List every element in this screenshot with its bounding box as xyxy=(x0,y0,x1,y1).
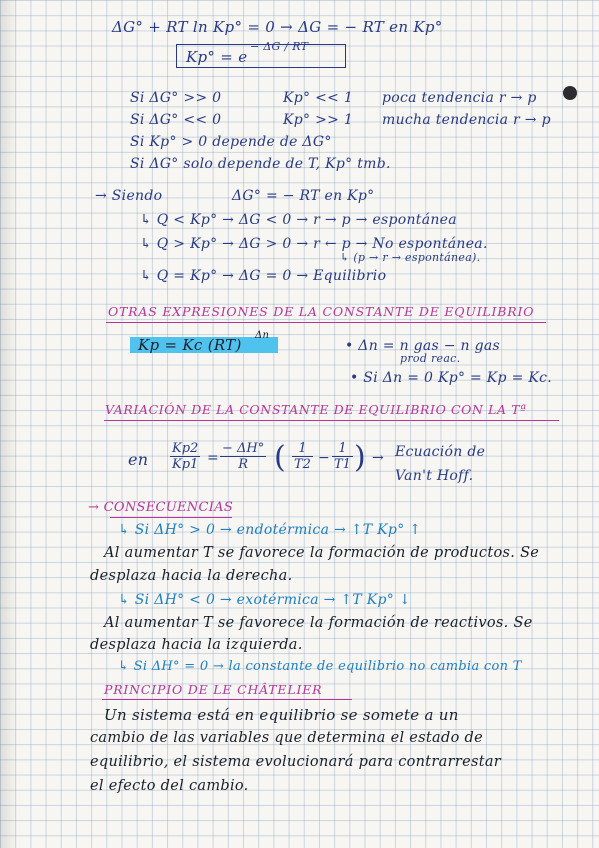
fraction-t1: T1 xyxy=(334,457,351,472)
case-endothermic: ↳ Si ΔH° > 0 → endotérmica → ↑T Kp° ↑ xyxy=(118,522,422,538)
vant-hoff-left-paren: ( xyxy=(274,440,287,475)
fraction-1-t1 xyxy=(332,441,353,472)
case-dg-temperature: Si ΔG° solo depende de T, Kp° tmb. xyxy=(130,156,391,172)
case-dg-negative-note: mucha tendencia r → p xyxy=(382,112,551,128)
heading-le-chatelier: PRINCIPIO DE LE CHÂTELIER xyxy=(104,682,323,697)
vant-hoff-minus: − xyxy=(318,450,331,466)
le-chatelier-1: Un sistema está en equilibrio se somete a un xyxy=(104,706,459,724)
q-greater-kp: ↳ Q > Kp° → ΔG > 0 → r ← p → No espontánea. xyxy=(140,236,488,252)
page-shadow-edge xyxy=(0,0,18,848)
heading-variation-underline xyxy=(104,420,559,421)
delta-n-zero: • Si Δn = 0 Kp° = Kp = Kc. xyxy=(350,370,552,386)
delta-n-definition: • Δn = n gas − n gas xyxy=(345,338,501,354)
heading-other-expressions: OTRAS EXPRESIONES DE LA CONSTANTE DE EQUILIBRIO xyxy=(108,304,535,319)
vant-hoff-name-2: Van't Hoff. xyxy=(395,468,474,484)
siendo-label: → Siendo xyxy=(95,188,163,204)
ink-blot xyxy=(563,86,577,100)
endothermic-explanation-1: Al aumentar T se favorece la formación de productos. Se xyxy=(104,545,540,561)
heading-consecuencias: → CONSECUENCIAS xyxy=(88,500,234,515)
fraction-dh-r xyxy=(220,441,266,472)
le-chatelier-3: equilibrio, el sistema evolucionará para contrarrestar xyxy=(90,754,501,770)
fraction-kp2-kp1 xyxy=(170,441,200,472)
case-dg-positive-note: poca tendencia r → p xyxy=(382,90,537,106)
fraction-kp1: Kp1 xyxy=(172,457,199,472)
heading-le-chatelier-underline xyxy=(102,699,352,700)
le-chatelier-4: el efecto del cambio. xyxy=(90,778,249,794)
vant-hoff-right-paren: ) xyxy=(354,440,367,475)
case-dg-negative-kp: Kp° >> 1 xyxy=(283,112,354,128)
siendo-equation: ΔG° = − RT en Kp° xyxy=(232,188,375,204)
q-equal-kp: ↳ Q = Kp° → ΔG = 0 → Equilibrio xyxy=(140,268,387,284)
fraction-kp2: Kp2 xyxy=(172,441,199,456)
heading-consecuencias-underline xyxy=(110,517,232,518)
fraction-t2: T2 xyxy=(294,457,311,472)
fraction-dh: − ΔH° xyxy=(222,441,265,456)
kp-formula-exponent: − ΔG / RT xyxy=(250,40,309,53)
vant-hoff-name-1: Ecuación de xyxy=(395,444,486,460)
endothermic-explanation-2: desplaza hacia la derecha. xyxy=(90,568,293,584)
case-dg-negative: Si ΔG° << 0 xyxy=(130,112,222,128)
case-kp-depends: Si Kp° > 0 depende de ΔG° xyxy=(130,134,332,150)
case-dg-positive: Si ΔG° >> 0 xyxy=(130,90,222,106)
vant-hoff-ln: en xyxy=(128,450,149,469)
exothermic-explanation-2: desplaza hacia la izquierda. xyxy=(90,637,303,653)
gibbs-equation: ΔG° + RT ln Kp° = 0 → ΔG = − RT en Kp° xyxy=(112,18,443,36)
kp-formula: Kp° = e xyxy=(186,48,248,66)
fraction-r: R xyxy=(238,457,249,472)
q-less-kp: ↳ Q < Kp° → ΔG < 0 → r → p → espontánea xyxy=(140,212,457,228)
fraction-1-t1-num: 1 xyxy=(332,441,353,457)
exothermic-explanation-1: Al aumentar T se favorece la formación de reactivos. Se xyxy=(104,615,533,631)
case-dg-positive-kp: Kp° << 1 xyxy=(283,90,354,106)
case-exothermic: ↳ Si ΔH° < 0 → exotérmica → ↑T Kp° ↓ xyxy=(118,592,411,608)
fraction-1-t2-num: 1 xyxy=(292,441,313,457)
le-chatelier-2: cambio de las variables que determina el estado de xyxy=(90,730,483,746)
q-greater-kp-note: ↳ (p → r → espontánea). xyxy=(340,251,481,264)
vant-hoff-arrow: → xyxy=(372,450,385,466)
kp-kc-relation: Kp = Kc (RT) xyxy=(138,336,242,354)
kp-kc-exponent: Δn xyxy=(255,330,270,341)
vant-hoff-equals: = xyxy=(207,450,220,466)
heading-other-expressions-underline xyxy=(106,322,546,323)
case-dh-zero: ↳ Si ΔH° = 0 → la constante de equilibrio no cambia con T xyxy=(118,659,522,674)
fraction-1-t2 xyxy=(292,441,313,472)
heading-variation-temperature: VARIACIÓN DE LA CONSTANTE DE EQUILIBRIO CON LA Tª xyxy=(105,402,527,417)
delta-n-subscripts: prod reac. xyxy=(400,352,461,365)
